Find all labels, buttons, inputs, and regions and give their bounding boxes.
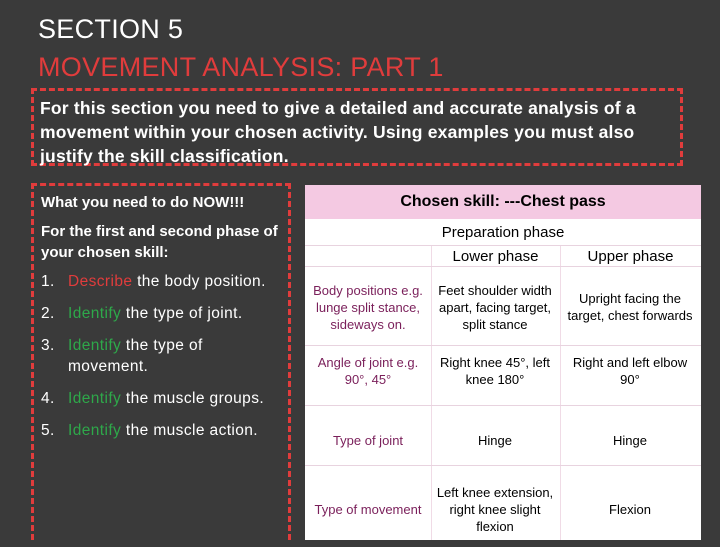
cell-upper-angle-of-joint: Right and left elbow 90° — [572, 355, 688, 387]
row-label-angle-of-joint: Angle of joint e.g. 90°, 45° — [317, 355, 419, 387]
instruction-verb: Identify — [68, 422, 122, 439]
cell-upper-body-positions: Upright facing the target, chest forwards — [567, 291, 693, 323]
upper-phase-header: Upper phase — [587, 247, 674, 265]
instruction-verb: Identify — [68, 390, 122, 407]
instruction-item: 1. Describe the body position. — [41, 273, 266, 290]
instruction-list — [41, 271, 281, 441]
instruction-item: 2. Identify the type of joint. — [41, 305, 243, 322]
phase-header: Preparation phase — [441, 223, 565, 241]
instruction-verb: Identify — [68, 337, 122, 354]
cell-upper-type-of-joint: Hinge — [613, 432, 647, 448]
section-subtitle: MOVEMENT ANALYSIS: PART 1 — [38, 52, 444, 82]
column-divider — [560, 245, 561, 540]
instruction-item: 3. Identify the type of movement. — [41, 337, 203, 375]
cell-lower-type-of-movement: Left knee extension, right knee slight flexion — [436, 484, 554, 534]
instructions-lead: For the first and second phase of your chosen skill: — [41, 223, 278, 261]
instruction-verb: Describe — [68, 273, 133, 290]
cell-lower-type-of-joint: Hinge — [478, 432, 512, 448]
instructions-panel — [31, 183, 291, 540]
instruction-item: 5. Identify the muscle action. — [41, 422, 259, 439]
row-label-body-positions: Body positions e.g. lunge split stance, sideways on. — [313, 282, 423, 332]
row-divider — [305, 405, 701, 406]
intro-box — [31, 88, 683, 166]
instruction-item: 4. Identify the muscle groups. — [41, 390, 265, 407]
column-divider — [431, 245, 432, 540]
instruction-verb: Identify — [68, 305, 122, 322]
row-label-type-of-movement: Type of movement — [314, 501, 422, 517]
intro-text: For this section you need to give a detailed and accurate analysis of a movement within your chosen activity. Using examples you must also justify the skill classification. — [40, 98, 636, 166]
lower-phase-header: Lower phase — [452, 247, 539, 265]
analysis-table — [305, 185, 701, 540]
cell-lower-body-positions: Feet shoulder width apart, facing target, split stance — [438, 282, 552, 332]
cell-upper-type-of-movement: Flexion — [609, 501, 651, 517]
todo-heading: What you need to do NOW!!! — [41, 194, 245, 211]
section-title: SECTION 5 — [38, 14, 184, 44]
row-label-type-of-joint: Type of joint — [332, 432, 404, 448]
chosen-skill-header: Chosen skill: ---Chest pass — [305, 185, 701, 219]
cell-lower-angle-of-joint: Right knee 45°, left knee 180° — [440, 355, 550, 387]
